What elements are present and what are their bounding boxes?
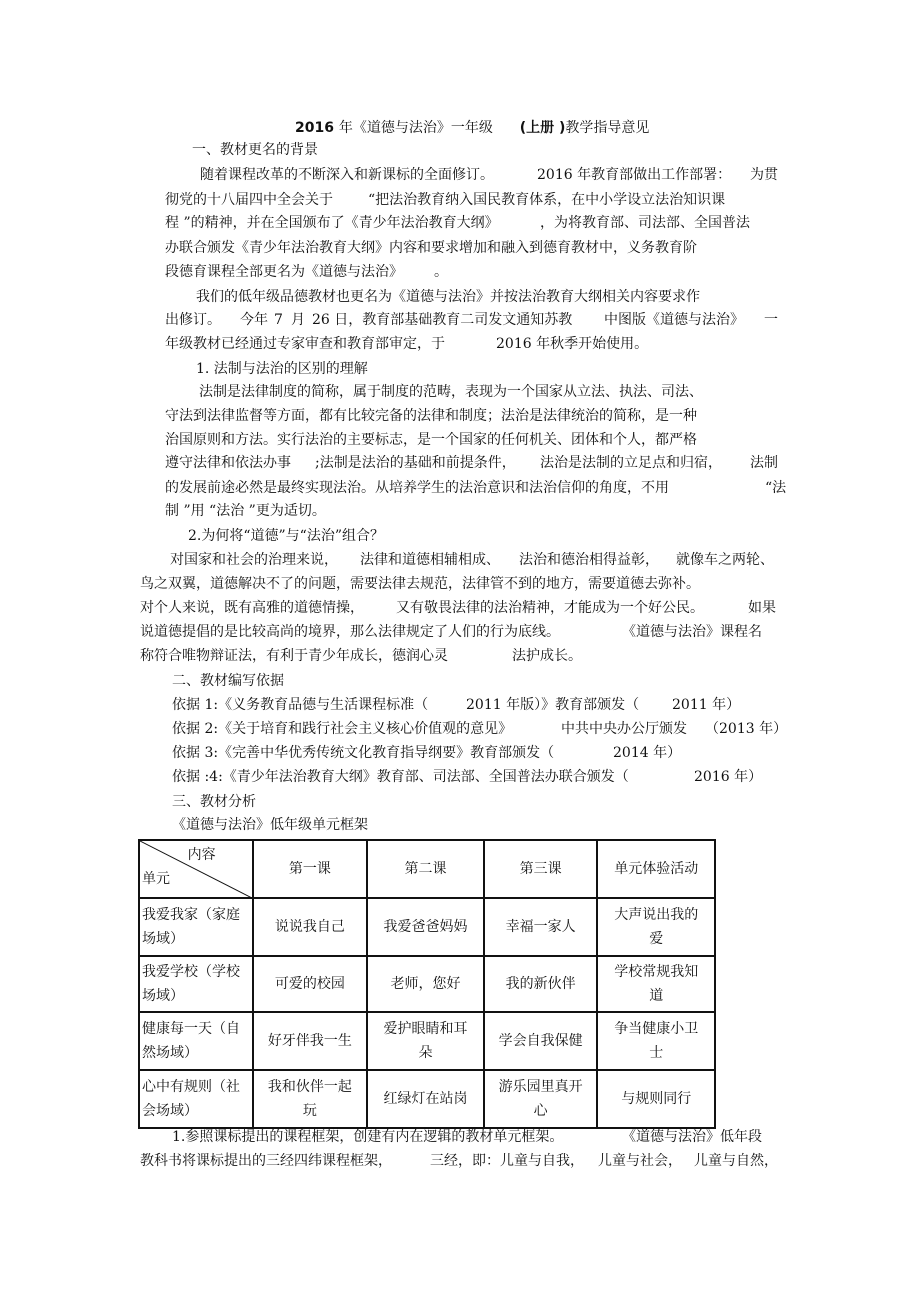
sub2-line2: 鸟之双翼，道德解决不了的问题，需要法律去规范，法律管不到的地方，需要道德去弥补。 [140,576,700,592]
para2-line1: 我们的低年级品德教材也更名为《道德与法治》并按法治教育大纲相关内容要求作 [196,289,700,305]
para1-line1c: 为贯 [750,167,778,183]
sub1-line4b: ;法制是法治的基础和前提条件， [315,455,516,471]
sub2-line1b: 法律和道德相辅相成、 [360,552,500,568]
basis-1c: 2011 年） [672,697,741,713]
para2-line2c: 7 [274,312,283,328]
para2-line2f: 中图版《道德与法治》 [604,312,744,328]
table-row [139,956,715,1012]
para1-line5a: 段德育课程全部更名为《道德与法治》 [165,264,403,280]
header-cell: 第三课 [484,840,598,898]
unit-line: 健康每一天（自 [142,1021,240,1037]
activity-cell [597,1012,715,1070]
unit-cell [139,956,253,1012]
unit-line: 我爱学校（学校 [142,964,240,980]
lesson-cell: 游乐园里真开 心 [484,1070,598,1128]
sub1-line4d: 法制 [750,455,778,471]
sub1-line1: 法制是法律制度的简称，属于制度的范畴，表现为一个国家从立法、执法、司法、 [199,384,703,400]
unit-line: 场域） [142,988,184,1004]
sub2-line3c: 如果 [748,600,776,616]
para1-line3b: ，为将教育部、司法部、全国普法 [540,215,750,231]
corner-cell [139,840,253,898]
lesson-cell: 可爱的校园 [253,956,368,1012]
unit-framework-table [138,839,716,1129]
activity-line: 大声说出我的 [614,907,699,923]
title-main: 年《道德与法治》一年级 [338,120,493,136]
corner-bottom-label: 单元 [142,871,170,887]
sub2-line3a: 对个人来说，既有高雅的道德情操， [140,600,364,616]
header-cell: 单元体验活动 [597,840,715,898]
table-row [139,1070,715,1128]
sub2-line1d: 就像车之两轮、 [676,552,774,568]
header-cell: 第一课 [253,840,368,898]
unit-line: 场域） [142,931,184,947]
page-title [295,118,649,138]
unit-line: 我爱我家（家庭 [142,907,240,923]
para2-line2a: 出修订。 [165,312,221,328]
sub2-line4b: 《道德与法治》课程名 [622,624,762,640]
closing-line2a: 教科书将课标提出的三经四纬课程框架， [140,1153,392,1169]
lesson-cell: 我和伙伴一起 玩 [253,1070,368,1128]
basis-1b: 2011 年版）》教育部颁发（ [466,697,640,713]
unit-line: 然场域） [142,1045,198,1061]
lesson-cell: 爱护眼睛和耳 朵 [367,1012,484,1070]
basis-1a: 依据 1:《义务教育品德与生活课程标准（ [172,697,429,713]
header-cell: 第二课 [367,840,484,898]
section-heading-1: 一、教材更名的背景 [192,142,318,158]
lesson-cell: 我爱爸爸妈妈 [367,898,484,956]
para1-line3a: 程 ”的精神，并在全国颁布了《青少年法治教育大纲》 [165,215,499,231]
table-row [139,1012,715,1070]
unit-cell [139,1070,253,1128]
unit-line: 会场域） [142,1103,198,1119]
para1-line4: 办联合颁发《青少年法治教育大纲》内容和要求增加和融入到德育教材中，义务教育阶 [165,240,697,256]
para1-line2b: “把法治教育纳入国民教育体系，在中小学设立法治知识课 [368,192,726,208]
sub1-line4c: 法治是法制的立足点和归宿， [540,455,722,471]
closing-line1a: 1.参照课标提出的课程框架，创建有内在逻辑的教材单元框架。 [172,1129,564,1145]
para1-line2a: 彻党的十八届四中全会关于 [165,192,333,208]
title-volume: (上册 ) [519,120,566,136]
activity-line: 道 [649,988,664,1004]
para2-line2b: 今年 [240,312,268,328]
para2-line2d: 月 [291,312,305,328]
sub2-line1a: 对国家和社会的治理来说， [170,552,338,568]
subheading-1: 1. 法制与法治的区别的理解 [196,361,368,377]
section-heading-2: 二、教材编写依据 [172,673,284,689]
lesson-cell: 说说我自己 [253,898,368,956]
para2-line3b: 2016 年秋季开始使用。 [496,336,649,352]
closing-line2d: 儿童与自然， [694,1153,778,1169]
basis-2c: （2013 年） [705,721,788,737]
sub2-line5b: 法护成长。 [512,648,582,664]
closing-line2c: 儿童与社会， [598,1153,682,1169]
closing-line1b: 《道德与法治》低年段 [622,1129,762,1145]
sub1-line4a: 遵守法律和依法办事 [165,455,291,471]
sub2-line1c: 法治和德治相得益彰， [519,552,659,568]
lesson-cell: 老师，您好 [367,956,484,1012]
activity-line: 争当健康小卫 [614,1021,699,1037]
unit-cell [139,1012,253,1070]
subheading-2: 2.为何将“道德”与“法治”组合？ [188,528,384,544]
table-row [139,898,715,956]
para1-line1a: 随着课程改革的不断深入和新课标的全面修订。 [200,167,494,183]
lesson-cell: 我的新伙伴 [484,956,598,1012]
para2-line3a: 年级教材已经通过专家审查和教育部审定，于 [165,336,445,352]
basis-4a: 依据 :4:《青少年法治教育大纲》教育部、司法部、全国普法办联合颁发（ [172,769,629,785]
basis-4b: 2016 年） [694,769,763,785]
para1-line1b: 2016 年教育部做出工作部署： [537,167,732,183]
activity-line: 学校常规我知 [614,964,699,980]
sub1-line2: 守法到法律监督等方面，都有比较完备的法律和制度；法治是法律统治的简称，是一种 [165,408,697,424]
para1-line5b: 。 [434,264,448,280]
para2-line2g: 一 [764,312,778,328]
sub1-line5b: “法 [765,480,787,496]
activity-cell: 与规则同行 [597,1070,715,1128]
lesson-cell: 幸福一家人 [484,898,598,956]
sub2-line5a: 称符合唯物辩证法，有利于青少年成长，德润心灵 [140,648,448,664]
activity-cell [597,956,715,1012]
activity-line: 爱 [649,931,664,947]
basis-2b: 中共中央办公厅颁发 [561,721,687,737]
table-caption: 《道德与法治》低年级单元框架 [172,817,368,833]
corner-top-label: 内容 [187,847,216,863]
section-heading-3: 三、教材分析 [172,794,256,810]
title-suffix: 教学指导意见 [565,120,650,136]
basis-3a: 依据 3:《完善中华优秀传统文化教育指导纲要》教育部颁发（ [172,745,555,761]
sub2-line3b: 又有敬畏法律的法治精神，才能成为一个好公民。 [396,600,704,616]
activity-line: 士 [649,1045,664,1061]
basis-3b: 2014 年） [613,745,682,761]
para2-line2e: 26 日，教育部基础教育二司发文通知苏教 [312,312,573,328]
sub1-line6: 制 ”用 “法治 ”更为适切。 [165,503,326,519]
unit-cell [139,898,253,956]
lesson-cell: 好牙伴我一生 [253,1012,368,1070]
sub2-line4a: 说道德提倡的是比较高尚的境界，那么法律规定了人们的行为底线。 [140,624,560,640]
activity-cell [597,898,715,956]
basis-2a: 依据 2:《关于培育和践行社会主义核心价值观的意见》 [172,721,513,737]
closing-line2b: 三经，即：儿童与自我， [430,1153,584,1169]
title-year: 2016 [295,120,334,136]
unit-line: 心中有规则（社 [142,1079,240,1095]
sub1-line3: 治国原则和方法。实行法治的主要标志，是一个国家的任何机关、团体和个人，都严格 [165,432,697,448]
lesson-cell: 学会自我保健 [484,1012,598,1070]
lesson-cell: 红绿灯在站岗 [367,1070,484,1128]
table-header-row [139,840,715,898]
sub1-line5a: 的发展前途必然是最终实现法治。从培养学生的法治意识和法治信仰的角度，不用 [165,480,669,496]
